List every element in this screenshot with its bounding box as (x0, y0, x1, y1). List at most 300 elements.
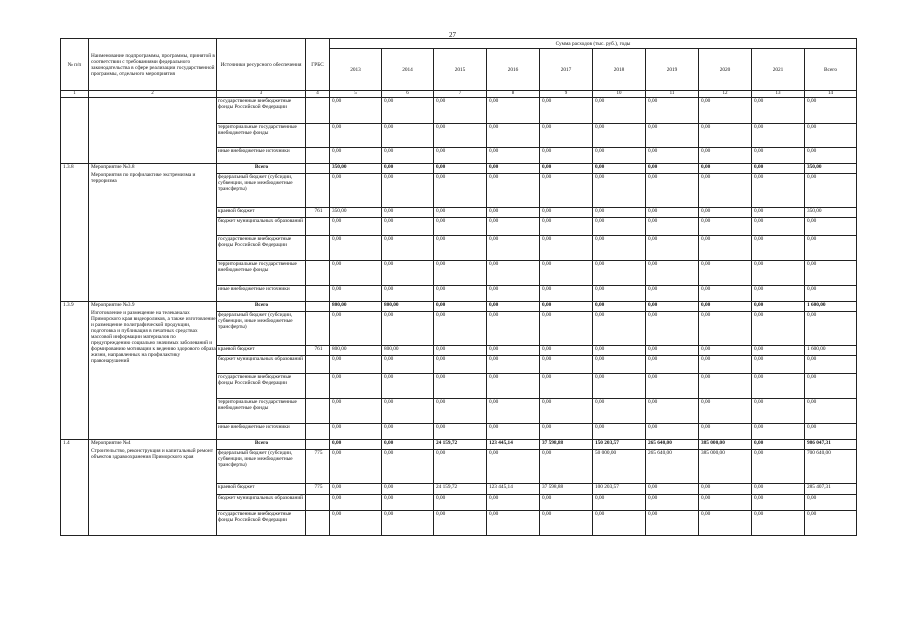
cell-value: 0,00 (646, 208, 699, 218)
cell-value: 24 159,72 (434, 484, 487, 495)
cell-grbs (306, 286, 330, 302)
cell-value: 0,00 (540, 346, 593, 356)
cell-value: 0,00 (593, 208, 646, 218)
table-row (61, 98, 857, 124)
cell-grbs (306, 164, 330, 174)
cell-value: 0,00 (593, 312, 646, 346)
cell-value: 0,00 (382, 511, 434, 536)
header-source: Источники ресурсного обеспечения (217, 39, 306, 91)
cell-value: 800,00 (382, 346, 434, 356)
cell-value: 0,00 (699, 495, 752, 511)
cell-value: 265 640,00 (646, 450, 699, 484)
cell-value: 0,00 (805, 511, 857, 536)
cell-value: 0,00 (593, 399, 646, 424)
cell-value: 0,00 (382, 374, 434, 399)
cell-activity (89, 164, 217, 302)
cell-value: 0,00 (646, 124, 699, 148)
cell-value: 0,00 (487, 399, 540, 424)
cell-value: 0,00 (699, 164, 752, 174)
cell-value: 0,00 (646, 399, 699, 424)
cell-grbs (306, 261, 330, 286)
cell-value: 1 600,00 (805, 346, 857, 356)
header-year: 2021 (752, 49, 805, 91)
activity-title: Мероприятие №4 (91, 440, 131, 446)
cell-value: 0,00 (434, 218, 487, 236)
cell-value: 0,00 (752, 124, 805, 148)
cell-value: 0,00 (699, 399, 752, 424)
cell-value: 0,00 (646, 356, 699, 374)
cell-value: 0,00 (805, 399, 857, 424)
cell-value: 0,00 (434, 208, 487, 218)
cell-value: 0,00 (593, 164, 646, 174)
column-number: 2 (89, 91, 217, 98)
cell-value: 350,00 (330, 164, 382, 174)
cell-value: 0,00 (699, 346, 752, 356)
cell-value: 0,00 (646, 302, 699, 312)
cell-value: 0,00 (540, 164, 593, 174)
cell-value: 0,00 (540, 495, 593, 511)
cell-value: 0,00 (382, 174, 434, 208)
cell-value: 0,00 (487, 261, 540, 286)
cell-value: 0,00 (593, 98, 646, 124)
cell-grbs (306, 399, 330, 424)
cell-value: 0,00 (382, 484, 434, 495)
cell-grbs (306, 374, 330, 399)
cell-value: 800,00 (382, 302, 434, 312)
cell-value: 0,00 (699, 511, 752, 536)
column-number: 4 (306, 91, 330, 98)
cell-grbs (306, 424, 330, 440)
cell-value: 0,00 (434, 98, 487, 124)
cell-value: 0,00 (593, 346, 646, 356)
column-number: 1 (61, 91, 89, 98)
cell-value: 0,00 (382, 495, 434, 511)
cell-value: 0,00 (434, 148, 487, 164)
column-number: 6 (382, 91, 434, 98)
cell-value: 0,00 (382, 261, 434, 286)
cell-value: 0,00 (805, 312, 857, 346)
cell-grbs (306, 124, 330, 148)
cell-grbs (306, 218, 330, 236)
cell-value: 100 203,57 (593, 484, 646, 495)
expenditure-table (60, 38, 857, 536)
cell-value: 0,00 (540, 302, 593, 312)
cell-value: 0,00 (382, 440, 434, 450)
cell-value: 0,00 (330, 374, 382, 399)
cell-value: 0,00 (646, 174, 699, 208)
cell-value: 800,00 (330, 302, 382, 312)
cell-value: 0,00 (752, 208, 805, 218)
cell-value: 0,00 (487, 98, 540, 124)
cell-value: 0,00 (540, 399, 593, 424)
cell-value: 0,00 (752, 511, 805, 536)
cell-value: 0,00 (593, 148, 646, 164)
cell-value: 0,00 (646, 495, 699, 511)
cell-value: 0,00 (699, 374, 752, 399)
cell-value: 0,00 (805, 356, 857, 374)
cell-value: 0,00 (699, 174, 752, 208)
cell-value: 0,00 (434, 286, 487, 302)
cell-value: 0,00 (593, 286, 646, 302)
cell-value: 0,00 (540, 356, 593, 374)
column-number: 8 (487, 91, 540, 98)
cell-value: 0,00 (805, 124, 857, 148)
cell-value: 0,00 (593, 236, 646, 261)
cell-source: государственные внебюджетные фонды Российской Федерации (217, 98, 306, 124)
cell-grbs (306, 440, 330, 450)
cell-value: 0,00 (382, 424, 434, 440)
cell-value: 123 445,14 (487, 440, 540, 450)
cell-grbs (306, 495, 330, 511)
cell-grbs (306, 312, 330, 346)
cell-value: 0,00 (330, 312, 382, 346)
cell-value: 0,00 (699, 261, 752, 286)
cell-activity (89, 440, 217, 536)
cell-source: Всего (217, 302, 306, 312)
cell-grbs (306, 302, 330, 312)
cell-value: 0,00 (805, 286, 857, 302)
column-number: 3 (217, 91, 306, 98)
cell-value: 0,00 (646, 346, 699, 356)
cell-value: 0,00 (487, 236, 540, 261)
cell-value: 0,00 (540, 450, 593, 484)
cell-source: территориальные государственные внебюджетные фонды (217, 261, 306, 286)
cell-value: 0,00 (330, 286, 382, 302)
cell-value: 0,00 (540, 148, 593, 164)
cell-value: 0,00 (382, 218, 434, 236)
cell-value: 0,00 (699, 424, 752, 440)
cell-value: 0,00 (805, 148, 857, 164)
cell-value: 0,00 (805, 424, 857, 440)
cell-value: 0,00 (434, 164, 487, 174)
cell-source: краевой бюджет (217, 208, 306, 218)
cell-source: иные внебюджетные источники (217, 424, 306, 440)
cell-value: 0,00 (752, 399, 805, 424)
cell-value: 0,00 (487, 174, 540, 208)
cell-value: 0,00 (487, 218, 540, 236)
table-row (61, 302, 857, 312)
cell-num (61, 98, 89, 164)
cell-value: 0,00 (487, 374, 540, 399)
activity-title: Мероприятие №3.8 (91, 164, 135, 170)
cell-value: 0,00 (540, 174, 593, 208)
header-year: 2015 (434, 49, 487, 91)
cell-value: 0,00 (699, 124, 752, 148)
cell-value: 0,00 (382, 148, 434, 164)
header-name: Наименование подпрограммы, программы, принятой в соответствии с требованиями федерального законодательства в сфере реализации государственной программы, отдельного мероприятия (89, 39, 217, 91)
cell-value: 0,00 (805, 98, 857, 124)
cell-value: 0,00 (382, 356, 434, 374)
column-number: 10 (593, 91, 646, 98)
cell-value: 0,00 (593, 124, 646, 148)
header-year: 2018 (593, 49, 646, 91)
cell-value: 265 640,00 (646, 440, 699, 450)
cell-value: 0,00 (540, 374, 593, 399)
column-number: 7 (434, 91, 487, 98)
cell-value: 0,00 (540, 218, 593, 236)
cell-value: 0,00 (646, 312, 699, 346)
cell-value: 0,00 (330, 261, 382, 286)
column-number: 5 (330, 91, 382, 98)
cell-value: 0,00 (646, 218, 699, 236)
cell-grbs (306, 174, 330, 208)
cell-value: 123 445,14 (487, 484, 540, 495)
cell-value: 0,00 (752, 356, 805, 374)
cell-value: 0,00 (487, 495, 540, 511)
cell-value: 0,00 (805, 174, 857, 208)
cell-value: 0,00 (540, 124, 593, 148)
cell-value: 350,00 (330, 208, 382, 218)
header-grbs: ГРБС (306, 39, 330, 91)
cell-value: 0,00 (487, 164, 540, 174)
cell-value: 0,00 (330, 218, 382, 236)
cell-value: 50 000,00 (593, 450, 646, 484)
cell-value: 0,00 (540, 312, 593, 346)
cell-value: 0,00 (699, 312, 752, 346)
cell-value: 0,00 (382, 399, 434, 424)
cell-value: 0,00 (593, 374, 646, 399)
cell-grbs (306, 236, 330, 261)
cell-value: 37 598,88 (540, 484, 593, 495)
cell-value: 0,00 (330, 236, 382, 261)
cell-value: 0,00 (540, 511, 593, 536)
cell-value: 0,00 (487, 356, 540, 374)
cell-value: 0,00 (699, 218, 752, 236)
cell-value: 0,00 (699, 98, 752, 124)
cell-value: 0,00 (593, 218, 646, 236)
cell-value: 0,00 (487, 286, 540, 302)
cell-value: 0,00 (752, 286, 805, 302)
column-number: 11 (646, 91, 699, 98)
cell-value: 0,00 (434, 124, 487, 148)
cell-value: 0,00 (330, 450, 382, 484)
cell-value: 0,00 (540, 261, 593, 286)
cell-value: 0,00 (646, 98, 699, 124)
page-number: 27 (449, 31, 456, 39)
cell-value: 0,00 (752, 218, 805, 236)
cell-value: 0,00 (487, 208, 540, 218)
cell-value: 0,00 (330, 440, 382, 450)
cell-value: 0,00 (434, 356, 487, 374)
column-number: 14 (805, 91, 857, 98)
cell-value: 800,00 (330, 346, 382, 356)
cell-value: 0,00 (593, 302, 646, 312)
cell-value: 986 047,31 (805, 440, 857, 450)
cell-value: 0,00 (593, 511, 646, 536)
cell-value: 0,00 (540, 286, 593, 302)
cell-value: 0,00 (434, 511, 487, 536)
cell-value: 0,00 (382, 312, 434, 346)
cell-value: 0,00 (330, 424, 382, 440)
cell-value: 0,00 (382, 450, 434, 484)
cell-value: 0,00 (540, 98, 593, 124)
cell-value: 0,00 (434, 312, 487, 346)
cell-value: 0,00 (540, 424, 593, 440)
cell-value: 0,00 (805, 374, 857, 399)
cell-value: 0,00 (752, 174, 805, 208)
cell-value: 0,00 (487, 312, 540, 346)
table-row (61, 164, 857, 174)
cell-value: 385 000,00 (699, 450, 752, 484)
cell-value: 0,00 (699, 484, 752, 495)
cell-value: 0,00 (752, 98, 805, 124)
cell-grbs (306, 98, 330, 124)
cell-value: 0,00 (330, 356, 382, 374)
cell-value: 0,00 (593, 261, 646, 286)
cell-value: 0,00 (593, 174, 646, 208)
cell-value: 0,00 (646, 236, 699, 261)
cell-value: 0,00 (540, 236, 593, 261)
cell-source: территориальные государственные внебюджетные фонды (217, 124, 306, 148)
cell-value: 350,00 (805, 164, 857, 174)
cell-value: 0,00 (330, 98, 382, 124)
cell-value: 0,00 (699, 302, 752, 312)
cell-value: 285 407,31 (805, 484, 857, 495)
cell-value: 0,00 (646, 484, 699, 495)
header-year: 2020 (699, 49, 752, 91)
cell-value: 0,00 (330, 174, 382, 208)
cell-num: 1.4 (61, 440, 89, 536)
header-sum: Сумма расходов (тыс. руб.), годы (330, 39, 857, 49)
cell-value: 0,00 (487, 148, 540, 164)
cell-source: Всего (217, 164, 306, 174)
cell-value: 37 598,88 (540, 440, 593, 450)
cell-value: 0,00 (752, 424, 805, 440)
cell-value: 1 600,00 (805, 302, 857, 312)
header-year: 2017 (540, 49, 593, 91)
cell-value: 0,00 (752, 312, 805, 346)
cell-value: 0,00 (382, 124, 434, 148)
cell-value: 0,00 (434, 450, 487, 484)
cell-source: краевой бюджет (217, 346, 306, 356)
cell-value: 0,00 (540, 208, 593, 218)
cell-value: 0,00 (752, 450, 805, 484)
table-row (61, 440, 857, 450)
cell-grbs: 775 (306, 450, 330, 484)
cell-grbs: 761 (306, 346, 330, 356)
cell-value: 0,00 (805, 495, 857, 511)
cell-value: 0,00 (434, 302, 487, 312)
cell-source: государственные внебюджетные фонды Российской Федерации (217, 236, 306, 261)
cell-value: 0,00 (487, 511, 540, 536)
cell-source: бюджет муниципальных образований (217, 356, 306, 374)
cell-value: 0,00 (752, 484, 805, 495)
cell-value: 0,00 (752, 346, 805, 356)
cell-source: бюджет муниципальных образований (217, 495, 306, 511)
cell-value: 0,00 (646, 374, 699, 399)
cell-value: 0,00 (752, 302, 805, 312)
cell-value: 0,00 (699, 286, 752, 302)
cell-value: 0,00 (434, 174, 487, 208)
cell-value: 0,00 (646, 148, 699, 164)
cell-value: 0,00 (434, 346, 487, 356)
cell-value: 0,00 (646, 424, 699, 440)
cell-value: 0,00 (330, 399, 382, 424)
cell-value: 0,00 (646, 286, 699, 302)
cell-grbs (306, 148, 330, 164)
cell-num: 1.3.9 (61, 302, 89, 440)
header-year: 2016 (487, 49, 540, 91)
cell-value: 0,00 (752, 261, 805, 286)
cell-value: 0,00 (646, 164, 699, 174)
cell-source: иные внебюджетные источники (217, 148, 306, 164)
cell-activity (89, 302, 217, 440)
cell-value: 0,00 (752, 164, 805, 174)
cell-value: 0,00 (330, 148, 382, 164)
column-number: 9 (540, 91, 593, 98)
cell-value: 0,00 (487, 450, 540, 484)
cell-value: 0,00 (752, 440, 805, 450)
cell-value: 0,00 (752, 236, 805, 261)
cell-source: государственные внебюджетные фонды Российской Федерации (217, 511, 306, 536)
cell-value: 0,00 (752, 495, 805, 511)
activity-description: Мероприятия по профилактике экстремизма и терроризма (91, 172, 196, 184)
cell-value: 0,00 (382, 98, 434, 124)
cell-value: 0,00 (434, 261, 487, 286)
cell-value: 0,00 (487, 302, 540, 312)
activity-description: Строительство, реконструкция и капитальный ремонт объектов здравоохранения Приморского края (91, 448, 214, 460)
activity-title: Мероприятие №3.9 (91, 302, 135, 308)
cell-grbs (306, 511, 330, 536)
header-year: 2019 (646, 49, 699, 91)
cell-source: иные внебюджетные источники (217, 286, 306, 302)
cell-value: 0,00 (382, 208, 434, 218)
cell-source: Всего (217, 440, 306, 450)
cell-value: 150 203,57 (593, 440, 646, 450)
header-year: 2014 (382, 49, 434, 91)
header-year: 2013 (330, 49, 382, 91)
cell-value: 0,00 (805, 261, 857, 286)
cell-value: 0,00 (699, 356, 752, 374)
cell-value: 0,00 (382, 164, 434, 174)
cell-grbs (306, 356, 330, 374)
cell-value: 0,00 (330, 484, 382, 495)
cell-grbs: 775 (306, 484, 330, 495)
cell-value: 0,00 (805, 236, 857, 261)
cell-source: федеральный бюджет (субсидии, субвенции, иные межбюджетные трансферты) (217, 174, 306, 208)
cell-value: 0,00 (699, 236, 752, 261)
cell-value: 0,00 (330, 124, 382, 148)
cell-value: 0,00 (487, 424, 540, 440)
cell-value: 0,00 (487, 346, 540, 356)
cell-value: 0,00 (434, 424, 487, 440)
cell-source: бюджет муниципальных образований (217, 218, 306, 236)
cell-source: федеральный бюджет (субсидии, субвенции, иные межбюджетные трансферты) (217, 450, 306, 484)
cell-value: 0,00 (593, 495, 646, 511)
cell-source: федеральный бюджет (субсидии, субвенции, иные межбюджетные трансферты) (217, 312, 306, 346)
cell-value: 0,00 (382, 286, 434, 302)
cell-value: 0,00 (752, 374, 805, 399)
cell-value: 0,00 (593, 424, 646, 440)
cell-activity (89, 98, 217, 164)
header-num: № п/п (61, 39, 89, 91)
column-number: 13 (752, 91, 805, 98)
cell-value: 0,00 (434, 495, 487, 511)
cell-value: 0,00 (699, 148, 752, 164)
activity-description: Изготовление и размещение на телеканалах Приморского края видеороликов, а также изготовление и размещение полиграфической продукции, подготовка и публикация в печатных средствах массовой информации материалов по предупреждению социально значимых заболеваний и формированию мотивации к ведению здорового образа жизни, направленных на профилактику правонарушений (91, 310, 216, 364)
cell-value: 0,00 (699, 208, 752, 218)
cell-value: 0,00 (330, 511, 382, 536)
cell-source: территориальные государственные внебюджетные фонды (217, 399, 306, 424)
header-year: Всего (805, 49, 857, 91)
cell-value: 0,00 (646, 261, 699, 286)
cell-value: 350,00 (805, 208, 857, 218)
cell-source: краевой бюджет (217, 484, 306, 495)
cell-value: 24 159,72 (434, 440, 487, 450)
cell-value: 0,00 (752, 148, 805, 164)
cell-num: 1.3.8 (61, 164, 89, 302)
cell-value: 0,00 (382, 236, 434, 261)
